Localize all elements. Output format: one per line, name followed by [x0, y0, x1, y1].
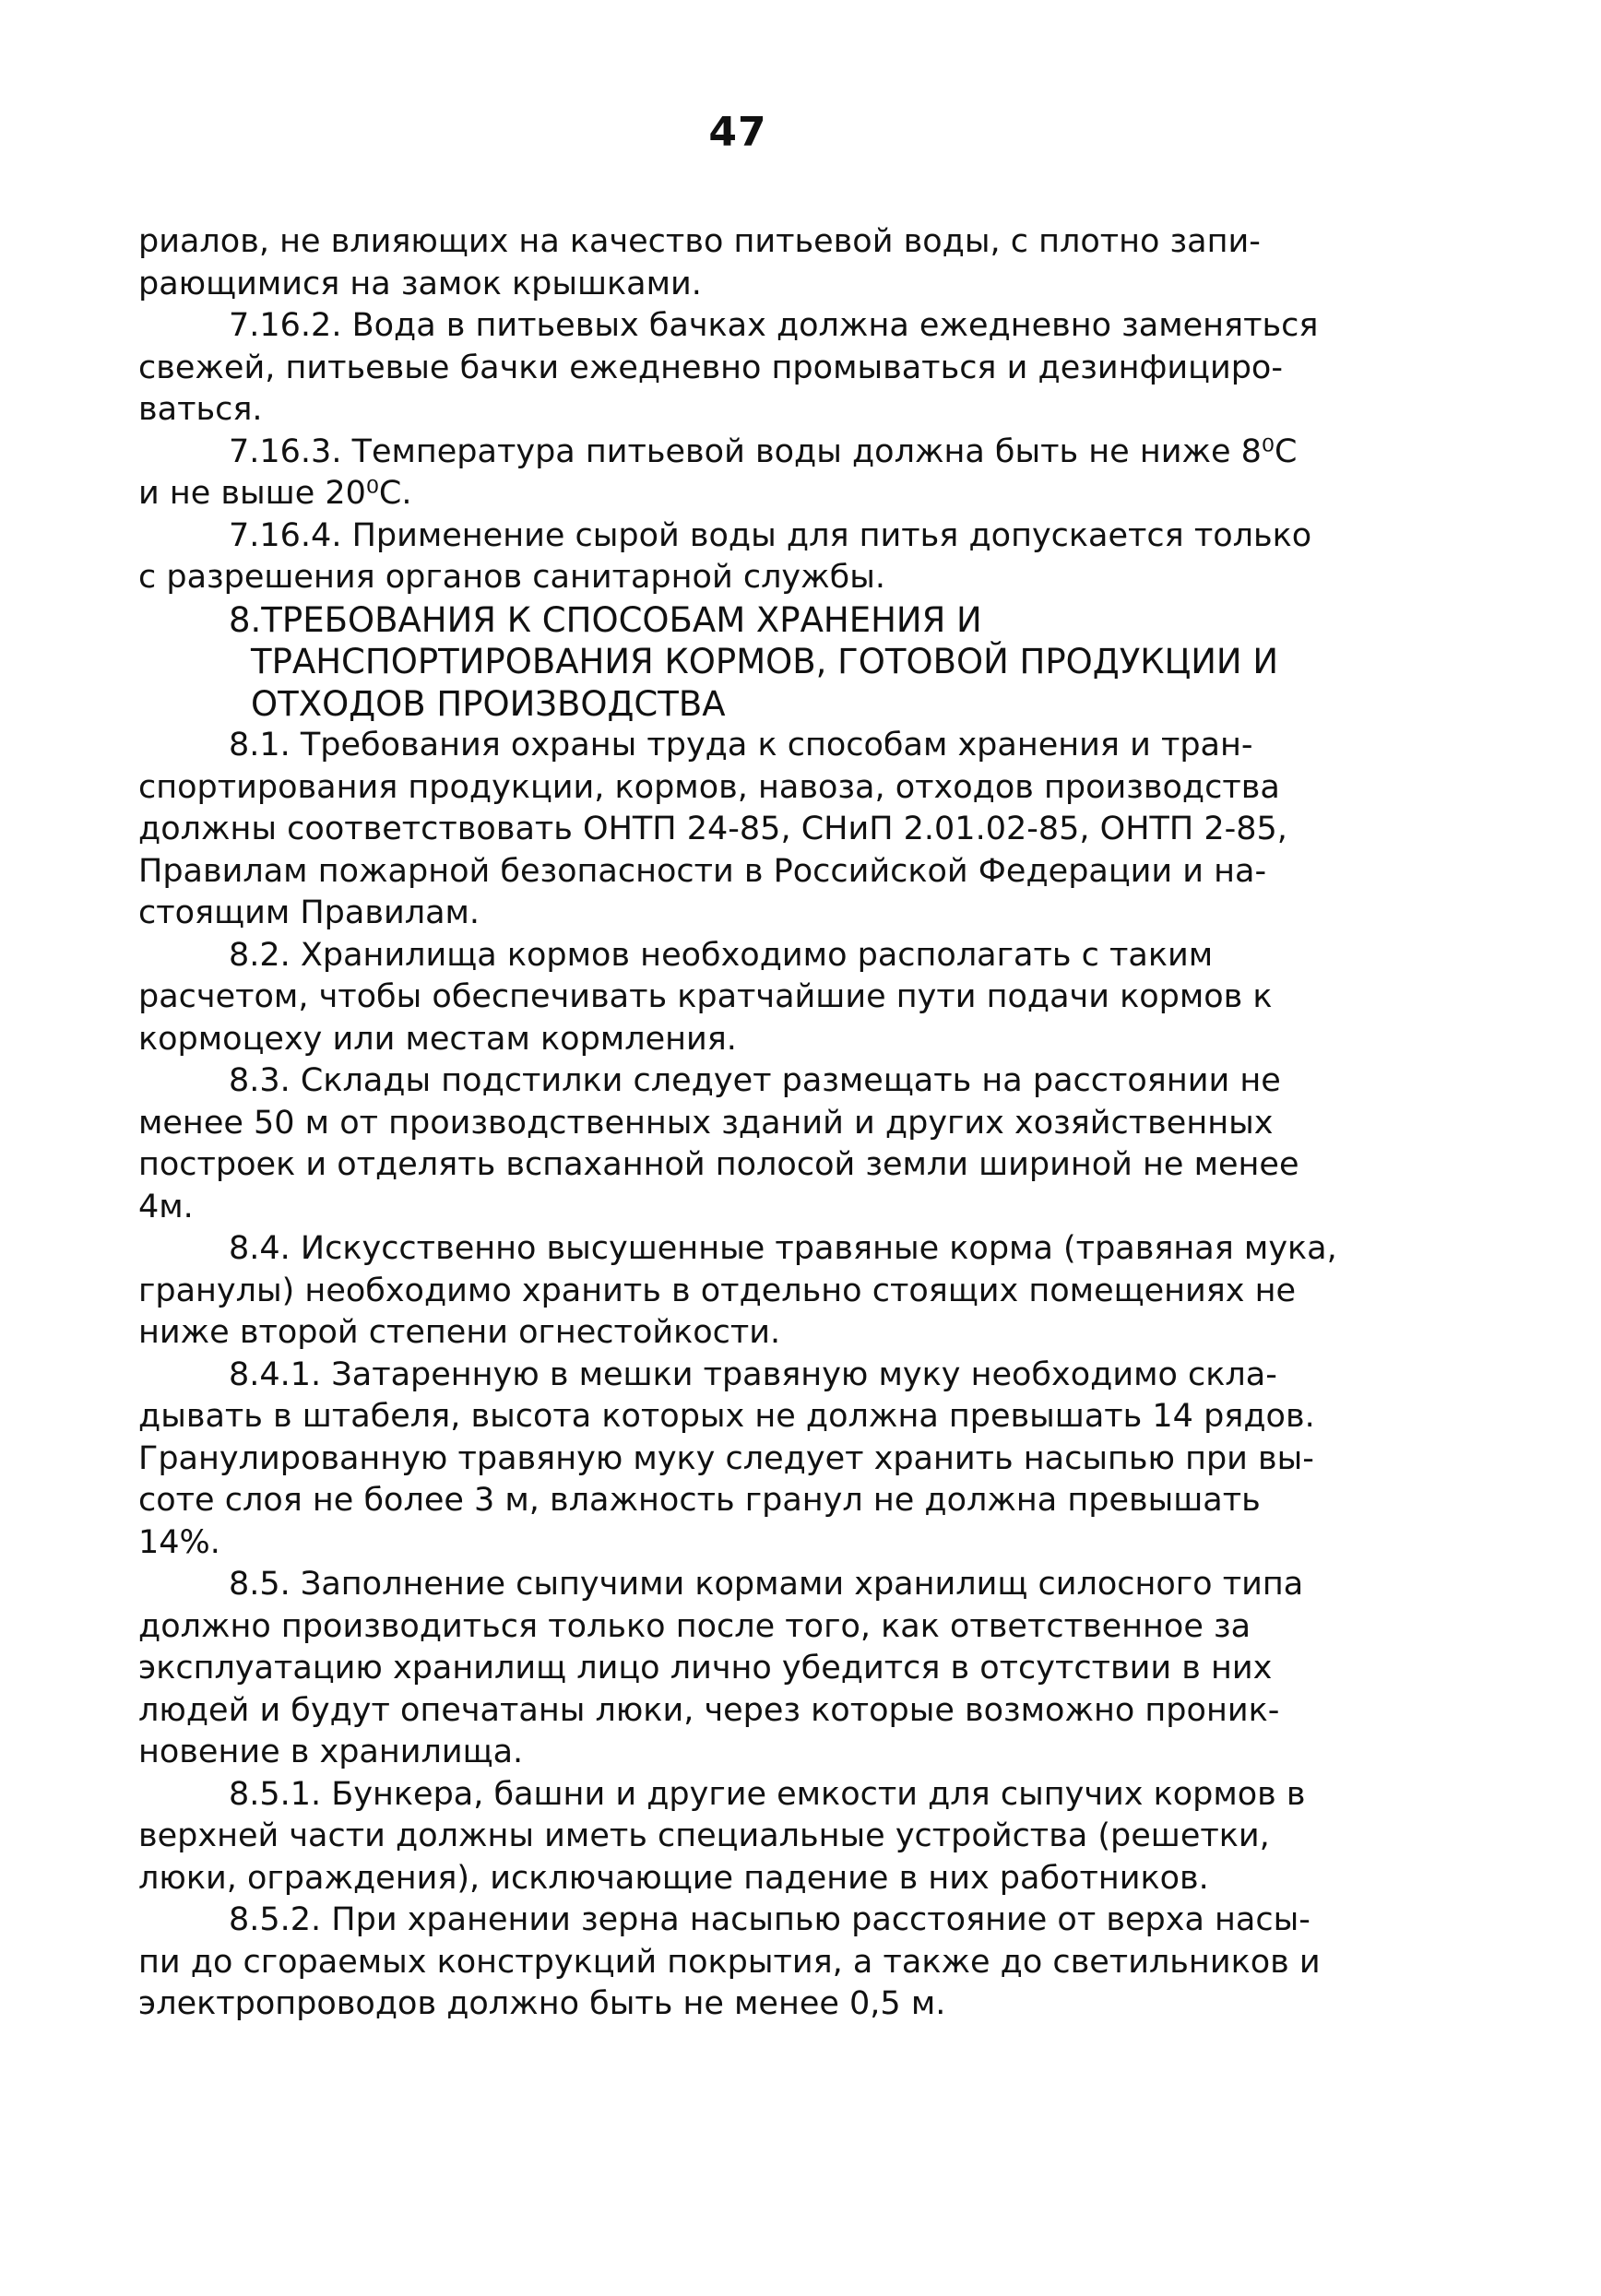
- text-line: с разрешения органов санитарной службы.: [138, 559, 886, 596]
- paragraph-7-16-4: 7.16.4. Применение сырой воды для питья допускается только: [229, 516, 1312, 554]
- text-line: Гранулированную травяную муку следует хранить насыпью при вы-: [138, 1439, 1314, 1477]
- text-line: пи до сгораемых конструкций покрытия, а также до светильников и: [138, 1943, 1321, 1981]
- text-line: дывать в штабеля, высота которых не должна превышать 14 рядов.: [138, 1398, 1315, 1435]
- page-number: 47: [708, 109, 767, 156]
- text-line: людей и будут опечатаны люки, через которые возможно проник-: [138, 1691, 1280, 1729]
- section-heading-line: ОТХОДОВ ПРОИЗВОДСТВА: [251, 683, 726, 724]
- text-line: кормоцеху или местам кормления.: [138, 1020, 737, 1058]
- text-line: соте слоя не более 3 м, влажность гранул не должна превышать: [138, 1482, 1261, 1519]
- text-line: верхней части должны иметь специальные устройства (решетки,: [138, 1817, 1270, 1854]
- text-line: спортирования продукции, кормов, навоза, отходов производства: [138, 768, 1280, 806]
- text-line: должно производиться только после того, как ответственное за: [138, 1607, 1251, 1645]
- paragraph-8-5-1: 8.5.1. Бункера, башни и другие емкости для сыпучих кормов в: [229, 1775, 1306, 1813]
- paragraph-7-16-3: 7.16.3. Температура питьевой воды должна быть не ниже 8⁰С: [229, 432, 1298, 470]
- text-line: эксплуатацию хранилищ лицо лично убедится в отсутствии в них: [138, 1650, 1273, 1686]
- text-line: построек и отделять вспаханной полосой земли шириной не менее: [138, 1146, 1299, 1183]
- text-line: риалов, не влияющих на качество питьевой воды, с плотно запи-: [138, 223, 1261, 260]
- text-line: свежей, питьевые бачки ежедневно промываться и дезинфициро-: [138, 349, 1283, 386]
- text-line: менее 50 м от производственных зданий и других хозяйственных: [138, 1104, 1274, 1142]
- document-body: [138, 221, 1365, 2026]
- text-line: ниже второй степени огнестойкости.: [138, 1314, 781, 1351]
- paragraph-7-16-2: 7.16.2. Вода в питьевых бачках должна ежедневно заменяться: [229, 307, 1319, 344]
- text-line: люки, ограждения), исключающие падение в них работников.: [138, 1859, 1209, 1897]
- text-line: 4м.: [138, 1188, 194, 1225]
- text-line: стоящим Правилам.: [138, 894, 480, 931]
- paragraph-8-5-2: 8.5.2. При хранении зерна насыпью расстояние от верха насы-: [229, 1901, 1310, 1938]
- section-heading-line: ТРАНСПОРТИРОВАНИЯ КОРМОВ, ГОТОВОЙ ПРОДУКЦИИ И: [251, 642, 1279, 681]
- text-line: и не выше 20⁰С.: [138, 475, 412, 512]
- paragraph-8-3: 8.3. Склады подстилки следует размещать на расстоянии не: [229, 1062, 1281, 1099]
- paragraph-8-2: 8.2. Хранилища кормов необходимо располагать с таким: [229, 936, 1214, 974]
- text-line: ваться.: [138, 391, 263, 428]
- text-line: расчетом, чтобы обеспечивать кратчайшие пути подачи кормов к: [138, 978, 1273, 1015]
- paragraph-8-4-1: 8.4.1. Затаренную в мешки травяную муку необходимо скла-: [229, 1355, 1277, 1393]
- text-line: новение в хранилища.: [138, 1734, 524, 1770]
- text-line: гранулы) необходимо хранить в отдельно стоящих помещениях не: [138, 1272, 1297, 1309]
- paragraph-8-5: 8.5. Заполнение сыпучими кормами хранилищ силосного типа: [229, 1566, 1304, 1603]
- paragraph-8-4: 8.4. Искусственно высушенные травяные корма (травяная мука,: [229, 1230, 1337, 1267]
- text-line: должны соответствовать ОНТП 24-85, СНиП 2.01.02-85, ОНТП 2-85,: [138, 811, 1287, 847]
- text-line: электропроводов должно быть не менее 0,5 м.: [138, 1985, 946, 2022]
- text-line: 14%.: [138, 1523, 220, 1561]
- text-line: Правилам пожарной безопасности в Российской Федерации и на-: [138, 852, 1267, 890]
- text-line: рающимися на замок крышками.: [138, 265, 702, 302]
- section-heading: 8.ТРЕБОВАНИЯ К СПОСОБАМ ХРАНЕНИЯ И: [229, 599, 982, 640]
- paragraph-8-1: 8.1. Требования охраны труда к способам хранения и тран-: [229, 727, 1253, 763]
